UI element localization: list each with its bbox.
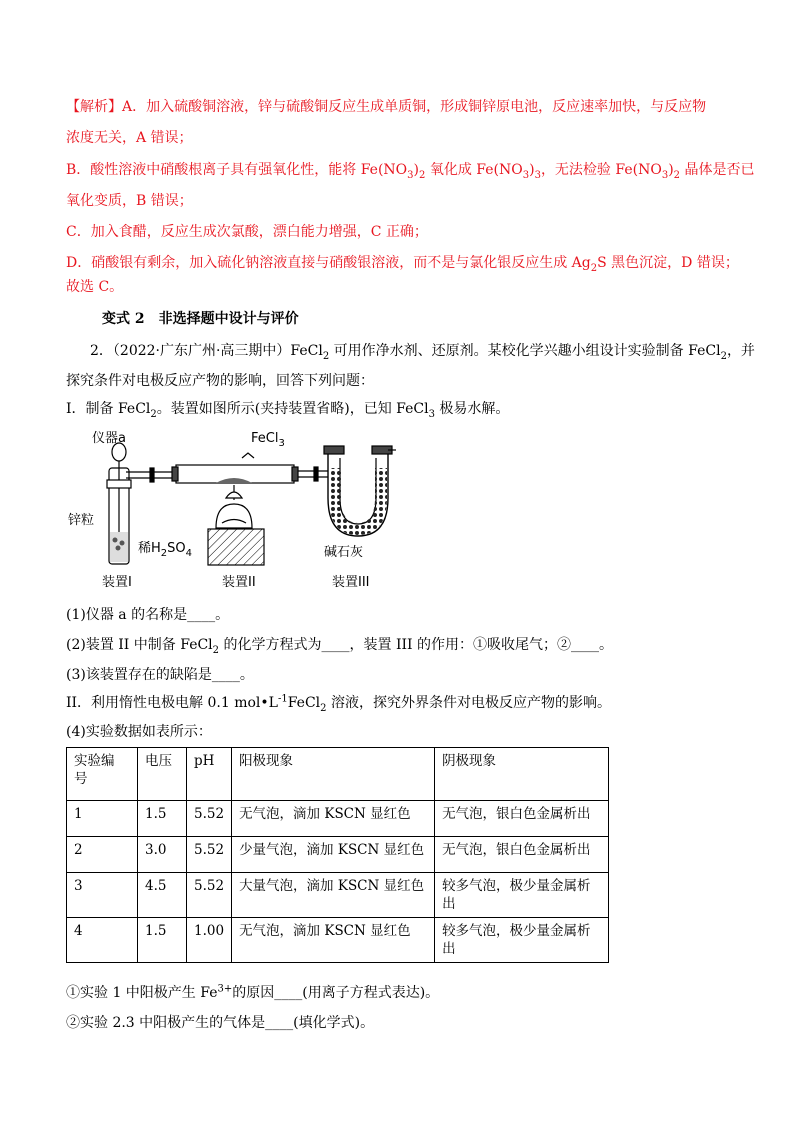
sub-question-1: (1)仪器 a 的名称是____。 bbox=[66, 607, 230, 623]
question-ii: ②实验 2.3 中阳极产生的气体是____(填化学式)。 bbox=[66, 1015, 375, 1031]
cell: 大量气泡，滴加 KSCN 显红色 bbox=[232, 873, 435, 918]
sub-question-4: (4)实验数据如表所示： bbox=[66, 724, 212, 740]
cell: 较多气泡，极少量金属析出 bbox=[435, 873, 609, 918]
cell: 较多气泡，极少量金属析出 bbox=[435, 918, 609, 963]
question-i: ①实验 1 中阳极产生 $Fe^{3+}$的原因____(用离子方程式表达)。 bbox=[66, 983, 440, 1001]
section-title: 变式 2 非选择题中设计与评价 bbox=[102, 311, 299, 327]
label-device-3: 装置III bbox=[332, 575, 370, 590]
cell: 3.0 bbox=[138, 837, 187, 873]
cell: 5.52 bbox=[187, 801, 232, 837]
table-header-row bbox=[67, 748, 609, 801]
label-soda-lime: 碱石灰 bbox=[324, 545, 364, 560]
table-row bbox=[67, 837, 609, 873]
label-device-1: 装置I bbox=[102, 575, 132, 590]
sub-question-2: (2)装置 II 中制备 FeCl$_2$ 的化学方程式为____，装置 III 的作用：①吸收尾气；②____。 bbox=[66, 637, 613, 656]
cell: 1.5 bbox=[138, 801, 187, 837]
table-row bbox=[67, 801, 609, 837]
question-2-stem-2: 探究条件对电极反应产物的影响，回答下列问题： bbox=[66, 373, 374, 389]
label-zinc: 锌粒 bbox=[68, 513, 95, 528]
table-row bbox=[67, 918, 609, 963]
cell: 无气泡，银白色金属析出 bbox=[435, 801, 609, 837]
label-instrument-a: 仪器a bbox=[92, 431, 126, 446]
part-two-intro: II．利用惰性电极电解 0.1 $mol•L^{-1}FeCl_2$ 溶液，探究外界条件对电极反应产物的影响。 bbox=[66, 693, 611, 714]
header-cathode: 阴极现象 bbox=[435, 748, 609, 801]
analysis-line-4: 氧化变质，B 错误； bbox=[66, 193, 193, 209]
header-voltage: 电压 bbox=[138, 748, 187, 801]
cell: 4.5 bbox=[138, 873, 187, 918]
cell: 无气泡，滴加 KSCN 显红色 bbox=[232, 918, 435, 963]
analysis-line-1: 【解析】A．加入硫酸铜溶液，锌与硫酸铜反应生成单质铜，形成铜锌原电池，反应速率加快，与反应物 bbox=[66, 99, 707, 115]
cell: 5.52 bbox=[187, 873, 232, 918]
cell: 无气泡，滴加 KSCN 显红色 bbox=[232, 801, 435, 837]
header-ph: pH bbox=[187, 748, 232, 801]
label-dilute-acid: 稀$H_2SO_4$ bbox=[138, 541, 193, 559]
device-three bbox=[298, 446, 396, 536]
cell: 2 bbox=[67, 837, 138, 873]
analysis-line-3: B．酸性溶液中硝酸根离子具有强氧化性，能将 $Fe(NO_3)_2$ 氧化成 $Fe(NO_3)_3$，无法检验 $Fe(NO_3)_2$ 晶体是否已 bbox=[66, 162, 755, 181]
cell: 5.52 bbox=[187, 837, 232, 873]
header-exp-no: 实验编 号 bbox=[67, 748, 138, 801]
table-row bbox=[67, 873, 609, 918]
analysis-line-6: D．硝酸银有剩余，加入硫化钠溶液直接与硝酸银溶液，而不是与氯化银反应生成 $Ag_2S$ 黑色沉淀，D 错误； bbox=[66, 255, 739, 274]
analysis-line-2: 浓度无关，A 错误； bbox=[66, 130, 193, 146]
label-device-2: 装置II bbox=[222, 575, 256, 590]
sub-question-3: (3)该装置存在的缺陷是____。 bbox=[66, 667, 254, 683]
cell: 1.5 bbox=[138, 918, 187, 963]
cell: 4 bbox=[67, 918, 138, 963]
analysis-line-7: 故选 C。 bbox=[66, 279, 124, 295]
question-2-stem: 2．（2022·广东广州·高三期中）FeCl$_2$ 可用作净水剂、还原剂。某校化学兴趣小组设计实验制备 FeCl$_2$，并 bbox=[90, 343, 755, 362]
part-one-intro: I．制备 FeCl$_2$。装置如图所示(夹持装置省略)，已知 FeCl$_3$ 极易水解。 bbox=[66, 401, 510, 420]
cell: 1 bbox=[67, 801, 138, 837]
cell: 无气泡，银白色金属析出 bbox=[435, 837, 609, 873]
cell: 1.00 bbox=[187, 918, 232, 963]
experiment-table bbox=[66, 747, 609, 963]
cell: 少量气泡，滴加 KSCN 显红色 bbox=[232, 837, 435, 873]
analysis-line-5: C．加入食醋，反应生成次氯酸，漂白能力增强，C 正确； bbox=[66, 224, 428, 240]
header-anode: 阳极现象 bbox=[232, 748, 435, 801]
label-fecl3: FeCl$_3$ bbox=[251, 431, 285, 449]
cell: 3 bbox=[67, 873, 138, 918]
apparatus-diagram bbox=[66, 428, 396, 596]
